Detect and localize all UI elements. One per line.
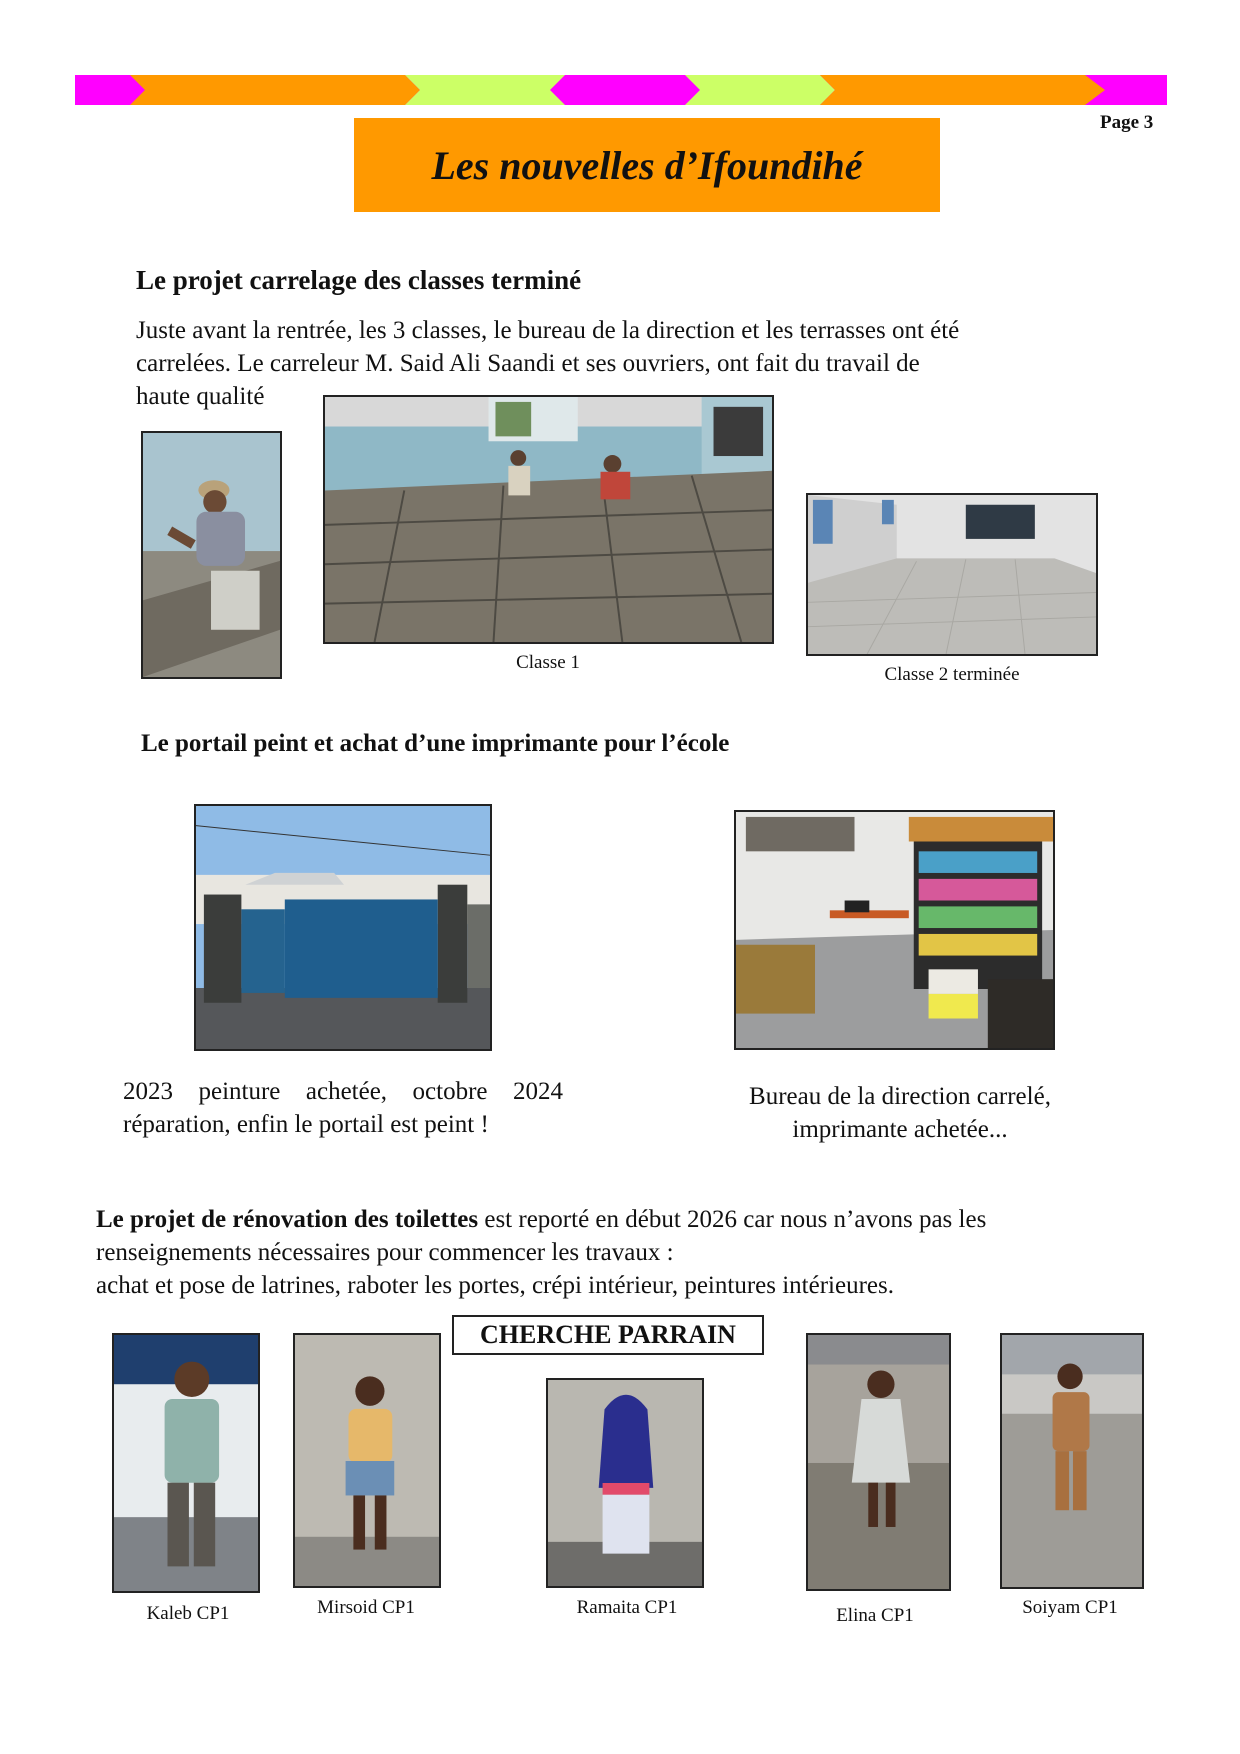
toilets-project-lead: Le projet de rénovation des toilettes [96,1206,479,1233]
title-box [354,118,940,212]
page-number: Page 3 [1100,112,1154,133]
page-title: Les nouvelles d’Ifoundihé [431,142,863,188]
tiling-paragraph-line: carrelées. Le carreleur M. Said Ali Saandi et ses ouvriers, ont fait du travail de [136,350,920,377]
child-name: Kaleb CP1 [146,1603,230,1624]
section-heading-tiling: Le projet carrelage des classes terminé [136,265,582,295]
toilets-paragraph-line: renseignements nécessaires pour commencer les travaux : [96,1239,674,1266]
caption-gate-line: 2023 peinture achetée, octobre 2024 [123,1078,563,1105]
photo-child-mirsoid [293,1333,441,1588]
toilets-paragraph-line: achat et pose de latrines, raboter les portes, crépi intérieur, peintures intérieures. [96,1272,894,1299]
photo-child-kaleb [112,1333,260,1593]
child-name: Soiyam CP1 [1022,1597,1118,1618]
caption-gate-line: réparation, enfin le portail est peint ! [123,1111,489,1138]
header-banner [75,75,1167,105]
child-name: Elina CP1 [836,1605,914,1626]
photo-child-elina [806,1333,951,1591]
photo-worker-tiling [141,431,282,679]
toilets-paragraph-line [96,1203,1176,1236]
child-name: Ramaita CP1 [576,1597,678,1618]
toilets-line1-rest: est reporté en début 2026 car nous n’avons pas les [478,1206,987,1233]
photo-child-ramaita [546,1378,704,1588]
tiling-paragraph-line: Juste avant la rentrée, les 3 classes, le bureau de la direction et les terrasses ont été [136,317,960,344]
photo-office-printer [734,810,1055,1050]
sponsor-banner: CHERCHE PARRAIN [452,1315,764,1355]
caption-office [700,1080,1100,1146]
section-heading-gate-printer: Le portail peint et achat d’une imprimante pour l’école [141,730,730,757]
child-name: Mirsoid CP1 [317,1597,415,1618]
photo-child-soiyam [1000,1333,1144,1589]
photo-classe-1 [323,395,774,644]
toilets-paragraph [96,1203,1176,1302]
caption-office-line: Bureau de la direction carrelé, [749,1083,1051,1110]
tiling-paragraph-line: haute qualité [136,383,265,410]
caption-classe-1: Classe 1 [516,652,580,673]
caption-office-line: imprimante achetée... [792,1116,1008,1143]
caption-classe-2: Classe 2 terminée [884,664,1020,685]
caption-gate [123,1075,563,1141]
photo-classe-2 [806,493,1098,656]
banner-pattern [75,75,1167,105]
photo-painted-gate [194,804,492,1051]
